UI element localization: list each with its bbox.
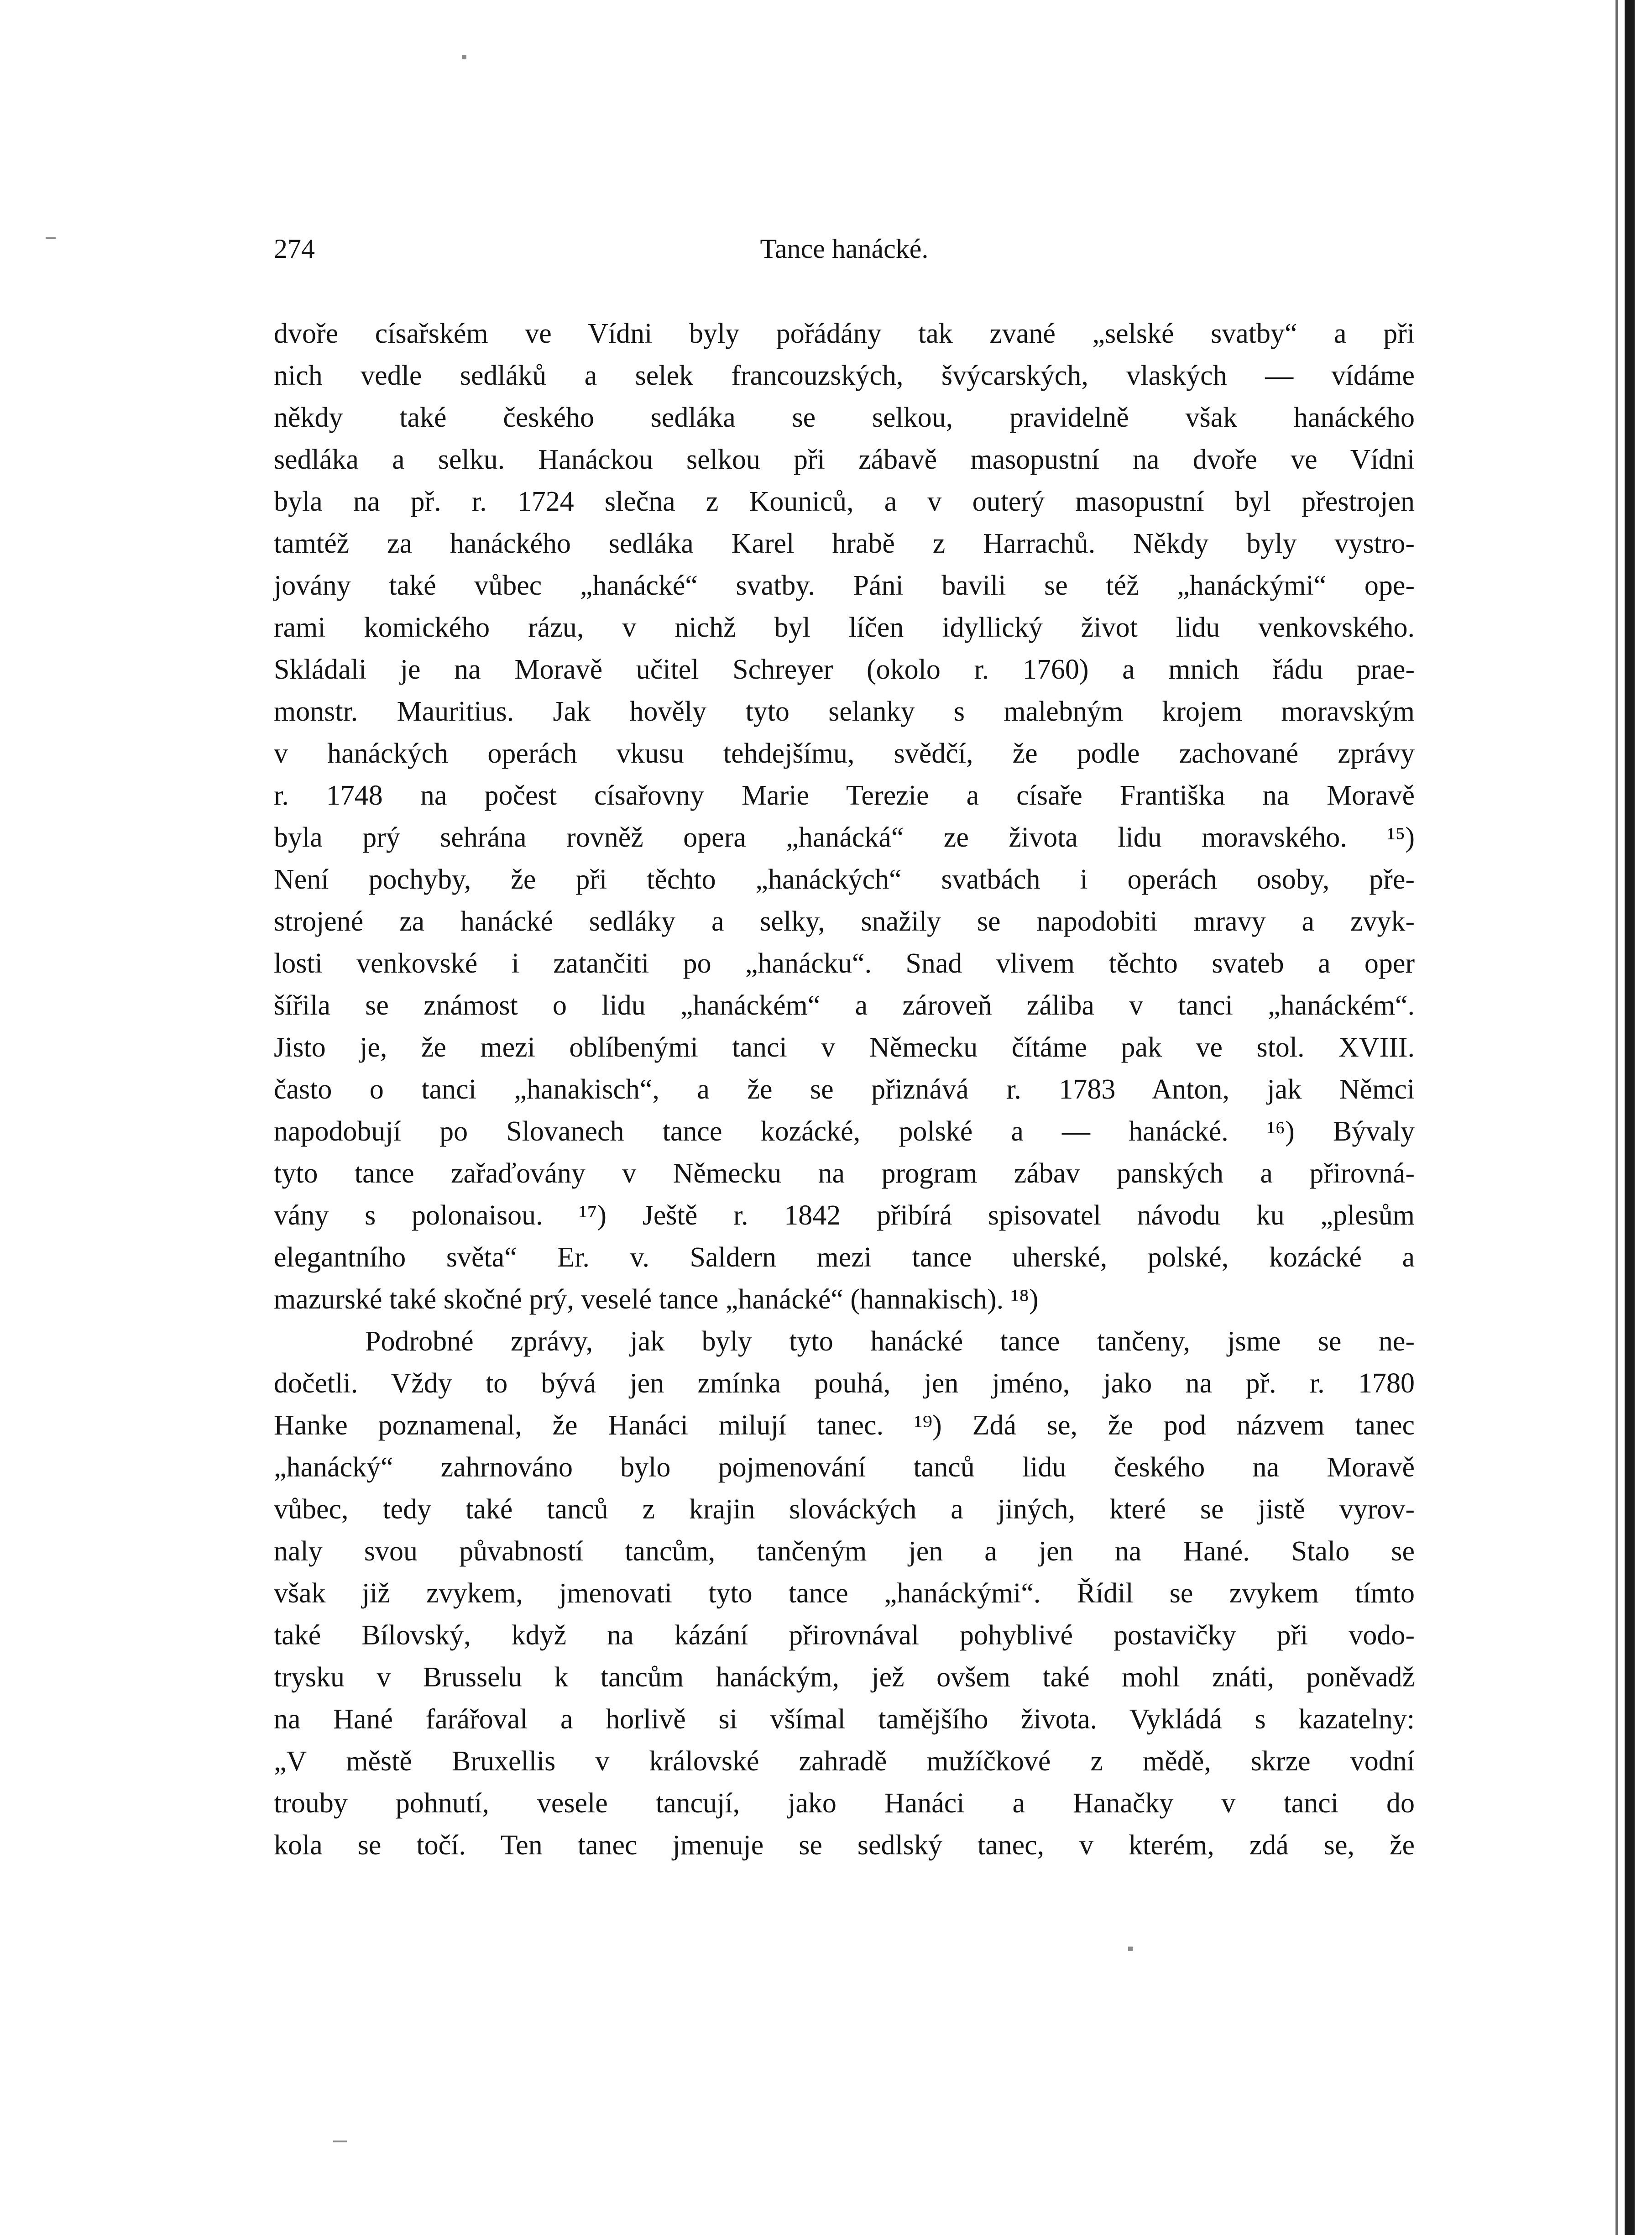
text-line: r. 1748 na počest císařovny Marie Terezie a císaře Františka na Moravě — [274, 780, 1415, 811]
scan-speck — [333, 2141, 347, 2142]
text-line: na Hané farářoval a horlivě si všímal tamějšího života. Vykládá s kazatelny: — [274, 1704, 1415, 1735]
page-header — [274, 228, 1415, 269]
text-line: v hanáckých operách vkusu tehdejšímu, svědčí, že podle zachované zprávy — [274, 738, 1415, 769]
text-line: trouby pohnutí, vesele tancují, jako Hanáci a Hanačky v tanci do — [274, 1788, 1415, 1819]
text-line: strojené za hanácké sedláky a selky, snažily se napodobiti mravy a zvyk- — [274, 906, 1415, 937]
text-line: „hanácký“ zahrnováno bylo pojmenování tanců lidu českého na Moravě — [274, 1452, 1415, 1483]
text-line: rami komického rázu, v nichž byl líčen idyllický život lidu venkovského. — [274, 612, 1415, 643]
text-line: byla na př. r. 1724 slečna z Kouniců, a v outerý masopustní byl přestrojen — [274, 486, 1415, 517]
text-line: dočetli. Vždy to bývá jen zmínka pouhá, jen jméno, jako na př. r. 1780 — [274, 1368, 1415, 1399]
running-title: Tance hanácké. — [760, 234, 929, 264]
text-line: elegantního světa“ Er. v. Saldern mezi tance uherské, polské, kozácké a — [274, 1242, 1415, 1273]
text-line: však již zvykem, jmenovati tyto tance „hanáckými“. Řídil se zvykem tímto — [274, 1578, 1415, 1609]
paragraph-start-line: Podrobné zprávy, jak byly tyto hanácké tance tančeny, jsme se ne- — [365, 1326, 1415, 1357]
scan-speck — [462, 55, 466, 59]
text-line: naly svou půvabností tancům, tančeným jen a jen na Hané. Stalo se — [274, 1536, 1415, 1567]
text-line: také Bílovský, když na kázání přirovnával pohyblivé postavičky při vodo- — [274, 1620, 1415, 1651]
text-line: tamtéž za hanáckého sedláka Karel hrabě z Harrachů. Někdy byly vystro- — [274, 528, 1415, 559]
text-line: někdy také českého sedláka se selkou, pravidelně však hanáckého — [274, 402, 1415, 433]
text-line: šířila se známost o lidu „hanáckém“ a zároveň záliba v tanci „hanáckém“. — [274, 990, 1415, 1021]
scan-speck — [46, 237, 56, 239]
text-line: sedláka a selku. Hanáckou selkou při zábavě masopustní na dvoře ve Vídni — [274, 444, 1415, 475]
text-line: Jisto je, že mezi oblíbenými tanci v Německu čítáme pak ve stol. XVIII. — [274, 1032, 1415, 1063]
text-line: jovány také vůbec „hanácké“ svatby. Páni bavili se též „hanáckými“ ope- — [274, 570, 1415, 601]
text-line: dvoře císařském ve Vídni byly pořádány tak zvané „selské svatby“ a při — [274, 318, 1415, 349]
text-line: trysku v Brusselu k tancům hanáckým, jež ovšem také mohl znáti, poněvadž — [274, 1662, 1415, 1693]
scan-speck — [1128, 1947, 1133, 1951]
text-line: tyto tance zařaďovány v Německu na program zábav panských a přirovná- — [274, 1158, 1415, 1189]
page-edge-shadow — [1615, 0, 1618, 2235]
page-edge-border — [1625, 0, 1635, 2235]
page-number: 274 — [274, 234, 315, 264]
text-line: losti venkovské i zatančiti po „hanácku“. Snad vlivem těchto svateb a oper — [274, 948, 1415, 979]
text-line: monstr. Mauritius. Jak hověly tyto selanky s malebným krojem moravským — [274, 696, 1415, 727]
text-line: „V městě Bruxellis v královské zahradě mužíčkové z mědě, skrze vodní — [274, 1746, 1415, 1777]
text-line: kola se točí. Ten tanec jmenuje se sedlský tanec, v kterém, zdá se, že — [274, 1830, 1415, 1861]
text-line: vůbec, tedy také tanců z krajin slováckých a jiných, které se jistě vyrov- — [274, 1494, 1415, 1525]
text-line: napodobují po Slovanech tance kozácké, polské a — hanácké. ¹⁶) Bývaly — [274, 1116, 1415, 1147]
text-line: byla prý sehrána rovněž opera „hanácká“ ze života lidu moravského. ¹⁵) — [274, 822, 1415, 853]
text-line: mazurské také skočné prý, veselé tance „hanácké“ (hannakisch). ¹⁸) — [274, 1284, 1039, 1315]
text-line: Hanke poznamenal, že Hanáci milují tanec. ¹⁹) Zdá se, že pod názvem tanec — [274, 1410, 1415, 1441]
page-body — [274, 313, 1415, 1866]
text-line: vány s polonaisou. ¹⁷) Ještě r. 1842 přibírá spisovatel návodu ku „plesům — [274, 1200, 1415, 1231]
text-line: Není pochyby, že při těchto „hanáckých“ svatbách i operách osoby, pře- — [274, 864, 1415, 895]
text-line: často o tanci „hanakisch“, a že se přiznává r. 1783 Anton, jak Němci — [274, 1074, 1415, 1105]
text-line: nich vedle sedláků a selek francouzských, švýcarských, vlaských — vídáme — [274, 360, 1415, 391]
text-line: Skládali je na Moravě učitel Schreyer (okolo r. 1760) a mnich řádu prae- — [274, 654, 1415, 685]
